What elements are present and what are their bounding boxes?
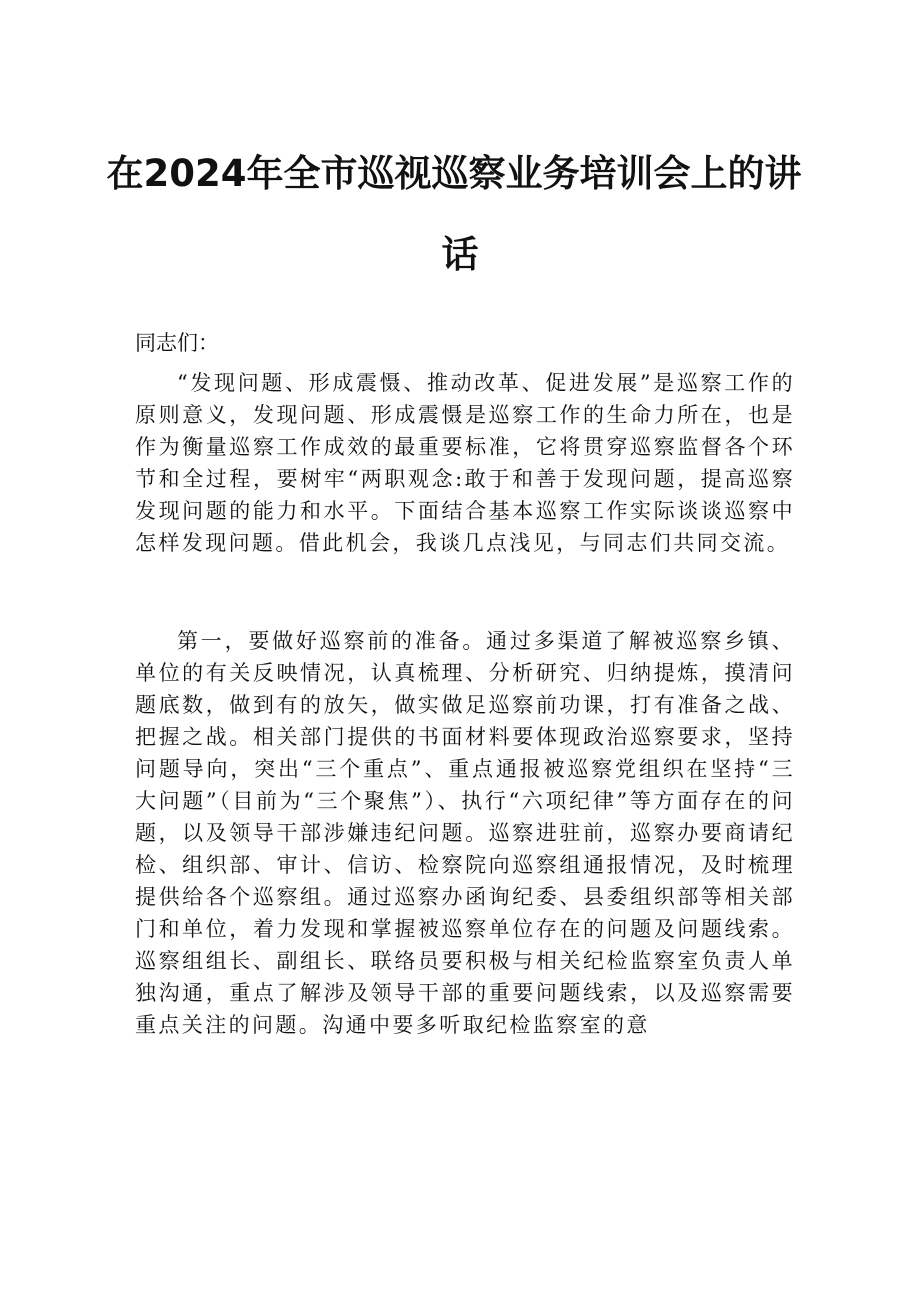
paragraph-intro: “发现问题、形成震慑、推动改革、促进发展”是巡察工作的原则意义，发现问题、形成震慑是巡察工作的生命力所在，也是作为衡量巡察工作成效的最重要标准，它将贯穿巡察监督各个环节和全过程，要树牢“两职观念:敢于和善于发现问题，提高巡察发现问题的能力和水平。下面结合基本巡察工作实际谈谈巡察中怎样发现问题。借此机会，我谈几点浅见，与同志们共同交流。 — [135, 371, 795, 555]
document-title-line-1: 在2024年全市巡视巡察业务培训会上的讲 — [106, 152, 802, 195]
document-title-line-2: 话 — [441, 233, 479, 276]
paragraph-first-point: 第一，要做好巡察前的准备。通过多渠道了解被巡察乡镇、单位的有关反映情况，认真梳理、分析研究、归纳提炼，摸清问题底数，做到有的放矢，做实做足巡察前功课，打有准备之战、把握之战。相关部门提供的书面材料要体现政治巡察要求，坚持问题导向，突出“三个重点”、重点通报被巡察党组织在坚持“三大问题”（目前为“三个聚焦”）、执行“六项纪律”等方面存在的问题，以及领导干部涉嫌违纪问题。巡察进驻前，巡察办要商请纪检、组织部、审计、信访、检察院向巡察组通报情况，及时梳理提供给各个巡察组。通过巡察办函询纪委、县委组织部等相关部门和单位，着力发现和掌握被巡察单位存在的问题及问题线索。巡察组组长、副组长、联络员要积极与相关纪检监察室负责人单独沟通，重点了解涉及领导干部的重要问题线索，以及巡察需要重点关注的问题。沟通中要多听取纪检监察室的意 — [135, 629, 795, 1037]
salutation: 同志们： — [135, 331, 219, 355]
